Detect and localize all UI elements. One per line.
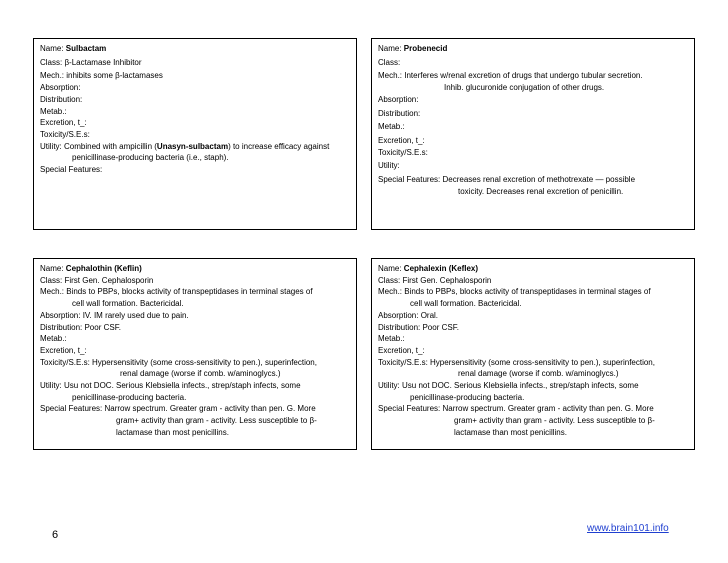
- distribution-row: Distribution:: [378, 108, 421, 118]
- mech-continuation: cell wall formation. Bactericidal.: [72, 299, 184, 309]
- drug-name: Cephalothin (Keflin): [65, 264, 142, 273]
- special-continuation: toxicity. Decreases renal excretion of penicillin.: [458, 186, 624, 196]
- utility-text-end: ) to increase efficacy against: [228, 141, 330, 151]
- mech-continuation: Inhib. glucuronide conjugation of other drugs.: [444, 83, 605, 93]
- utility-row: Utility:: [378, 161, 400, 171]
- metab-row: Metab.:: [378, 122, 405, 132]
- website-link[interactable]: www.brain101.info: [587, 523, 669, 534]
- toxicity-row: Toxicity/S.E.s:: [378, 147, 428, 157]
- mech-row: Mech.: inhibits some β-lactamases: [40, 71, 163, 81]
- metab-row: Metab.:: [40, 106, 67, 116]
- name-label: Name:: [40, 44, 64, 53]
- toxicity-row: Toxicity/S.E.s:: [40, 129, 90, 139]
- special-continuation-2: lactamase than most penicillins.: [454, 427, 567, 437]
- special-row: Special Features: Narrow spectrum. Greater gram - activity than pen. G. More: [40, 404, 316, 414]
- name-label: Name:: [40, 264, 64, 273]
- utility-continuation: penicillinase-producing bacteria.: [72, 392, 187, 402]
- utility-row: [40, 141, 350, 153]
- name-row: [378, 43, 688, 55]
- drug-card-sulbactam: [33, 38, 357, 230]
- drug-card-probenecid: [371, 38, 695, 230]
- mech-row: Mech.: Binds to PBPs, blocks activity of transpeptidases in terminal stages of: [378, 287, 651, 297]
- drug-name: Cephalexin (Keflex): [403, 264, 479, 273]
- toxicity-row: Toxicity/S.E.s: Hypersensitivity (some cross-sensitivity to pen.), superinfection,: [378, 357, 655, 367]
- class-row: Class:: [378, 57, 401, 67]
- excretion-row: Excretion, t_:: [40, 118, 87, 128]
- toxicity-continuation: renal damage (worse if comb. w/aminoglycs.): [120, 369, 281, 379]
- special-row: Special Features:: [40, 165, 103, 175]
- class-row: Class: First Gen. Cephalosporin: [378, 275, 492, 285]
- excretion-row: Excretion, t_:: [378, 345, 425, 355]
- utility-bold-text: Unasyn-sulbactam: [156, 141, 229, 151]
- name-row: [378, 263, 688, 275]
- name-label: Name:: [378, 264, 402, 273]
- name-row: [40, 263, 350, 275]
- name-label: Name:: [378, 44, 402, 53]
- mech-row: Mech.: Binds to PBPs, blocks activity of transpeptidases in terminal stages of: [40, 287, 313, 297]
- utility-text: Utility: Combined with ampicillin (: [40, 141, 157, 151]
- special-continuation-1: gram+ activity than gram - activity. Less susceptible to β-: [116, 416, 317, 426]
- absorption-row: Absorption: Oral.: [378, 310, 439, 320]
- special-continuation-1: gram+ activity than gram - activity. Less susceptible to β-: [454, 416, 655, 426]
- absorption-row: Absorption:: [378, 94, 419, 104]
- utility-continuation: penicillinase-producing bacteria.: [410, 392, 525, 402]
- toxicity-continuation: renal damage (worse if comb. w/aminoglycs.): [458, 369, 619, 379]
- utility-row: Utility: Usu not DOC. Serious Klebsiella infects., strep/staph infects, some: [378, 381, 639, 391]
- special-continuation-2: lactamase than most penicillins.: [116, 427, 229, 437]
- metab-row: Metab.:: [40, 334, 67, 344]
- drug-card-cephalothin: [33, 258, 357, 450]
- class-row: Class: β-Lactamase Inhibitor: [40, 57, 142, 67]
- mech-continuation: cell wall formation. Bactericidal.: [410, 299, 522, 309]
- mech-row: Mech.: Interferes w/renal excretion of drugs that undergo tubular secretion.: [378, 71, 643, 81]
- excretion-row: Excretion, t_:: [378, 135, 425, 145]
- special-row: Special Features: Narrow spectrum. Greater gram - activity than pen. G. More: [378, 404, 654, 414]
- metab-row: Metab.:: [378, 334, 405, 344]
- utility-row: Utility: Usu not DOC. Serious Klebsiella infects., strep/staph infects, some: [40, 381, 301, 391]
- page-number: 6: [52, 529, 59, 541]
- class-row: Class: First Gen. Cephalosporin: [40, 275, 154, 285]
- special-row: Special Features: Decreases renal excretion of methotrexate — possible: [378, 175, 636, 185]
- utility-continuation: penicillinase-producing bacteria (i.e., staph).: [72, 153, 229, 163]
- drug-card-cephalexin: [371, 258, 695, 450]
- toxicity-row: Toxicity/S.E.s: Hypersensitivity (some cross-sensitivity to pen.), superinfection,: [40, 357, 317, 367]
- name-row: [40, 43, 350, 55]
- distribution-row: Distribution:: [40, 94, 83, 104]
- absorption-row: Absorption:: [40, 83, 81, 93]
- drug-name: Sulbactam: [65, 44, 107, 53]
- absorption-row: Absorption: IV. IM rarely used due to pain.: [40, 310, 189, 320]
- excretion-row: Excretion, t_:: [40, 345, 87, 355]
- distribution-row: Distribution: Poor CSF.: [40, 322, 121, 332]
- distribution-row: Distribution: Poor CSF.: [378, 322, 459, 332]
- drug-name: Probenecid: [403, 44, 448, 53]
